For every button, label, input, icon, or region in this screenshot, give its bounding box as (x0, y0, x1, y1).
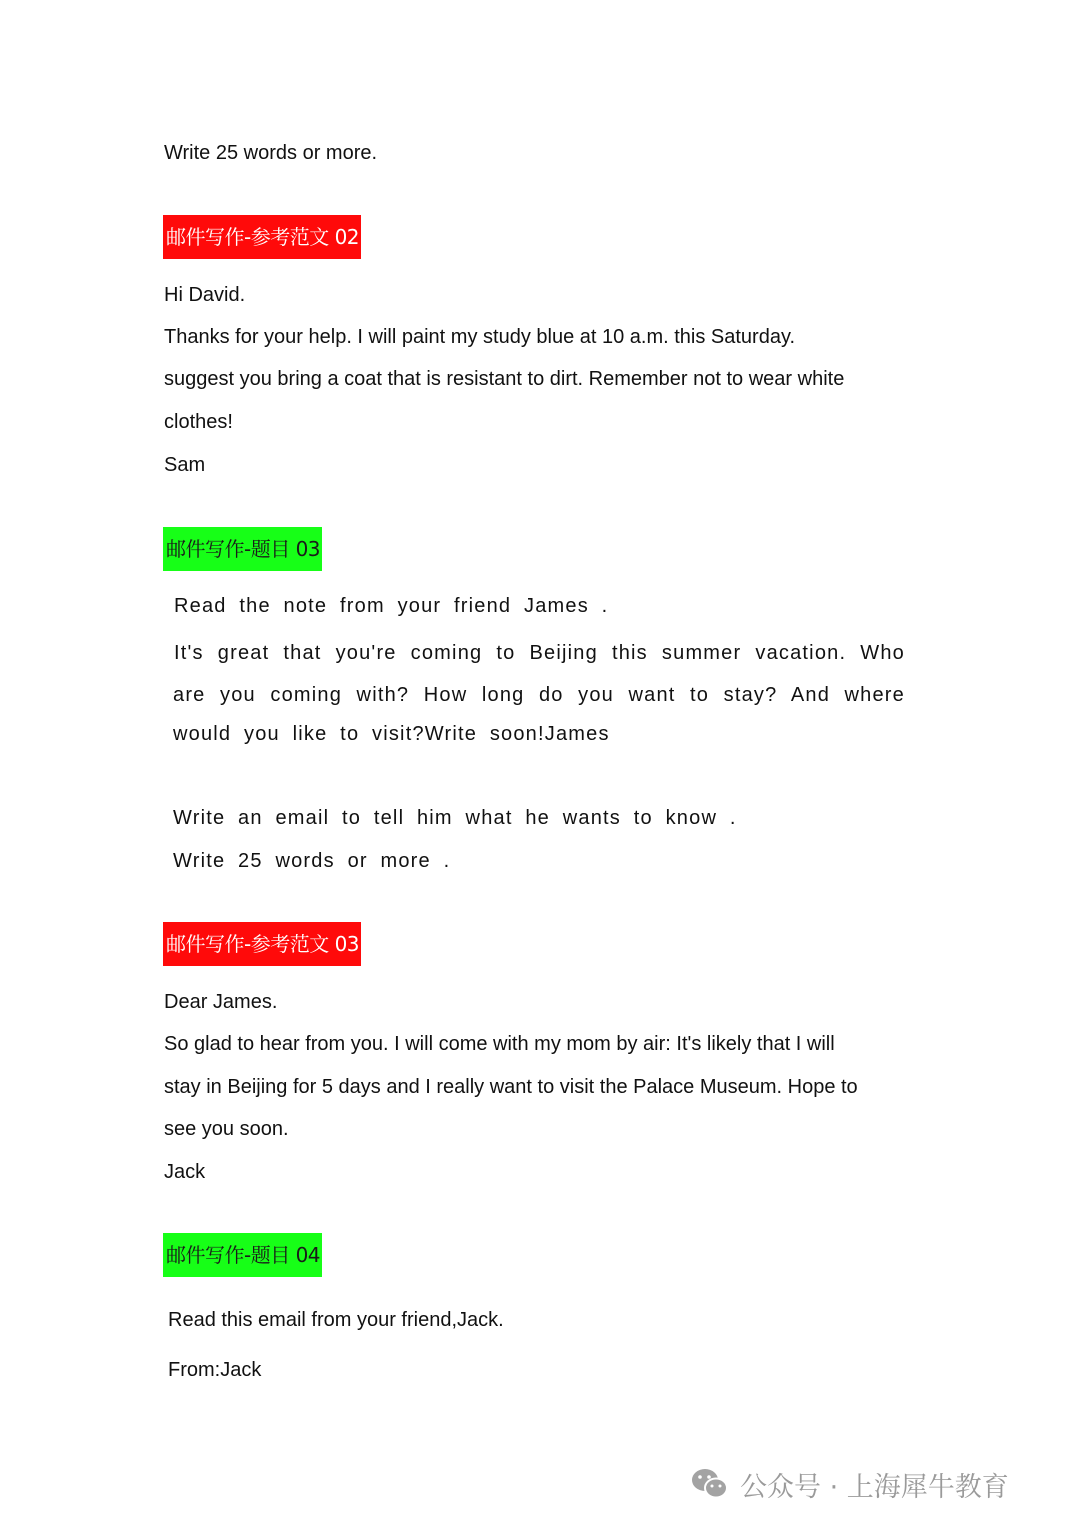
email-signature: Jack (164, 1161, 206, 1183)
note-line: would you like to visit?Write soon!James (173, 723, 610, 745)
prev-task-instruction: Write 25 words or more. (164, 142, 378, 164)
email-greeting: Hi David. (164, 284, 246, 306)
task-instruction: Write an email to tell him what he wants to know . (173, 807, 737, 829)
email-body-line: see you soon. (164, 1118, 289, 1140)
section-tag-task-04: 邮件写作-题目 04 (163, 1233, 322, 1277)
email-signature: Sam (164, 454, 206, 476)
watermark (690, 1462, 1009, 1506)
email-greeting: Dear James. (164, 991, 278, 1013)
task-instruction: Read this email from your friend,Jack. (168, 1309, 504, 1331)
section-tag-task-03: 邮件写作-题目 03 (163, 527, 322, 571)
section-tag-answer-02: 邮件写作-参考范文 02 (163, 215, 361, 259)
note-line: It's great that you're coming to Beijing this summer vacation. Who (174, 642, 905, 664)
email-body-line: So glad to hear from you. I will come with my mom by air: It's likely that I will (164, 1033, 835, 1055)
section-tag-answer-03: 邮件写作-参考范文 03 (163, 922, 361, 966)
task-instruction: Write 25 words or more . (173, 850, 451, 872)
note-line: are you coming with? How long do you want to stay? And where (173, 684, 905, 706)
email-header-from: From:Jack (168, 1359, 262, 1381)
task-instruction: Read the note from your friend James . (174, 595, 609, 617)
watermark-text: 公众号 · 上海犀牛教育 (740, 1471, 1009, 1503)
wechat-icon (690, 1467, 730, 1501)
email-body-line: suggest you bring a coat that is resistant to dirt. Remember not to wear white (164, 368, 845, 390)
email-body-line: Thanks for your help. I will paint my study blue at 10 a.m. this Saturday. (164, 326, 796, 348)
email-body-line: clothes! (164, 411, 233, 433)
email-body-line: stay in Beijing for 5 days and I really want to visit the Palace Museum. Hope to (164, 1076, 858, 1098)
